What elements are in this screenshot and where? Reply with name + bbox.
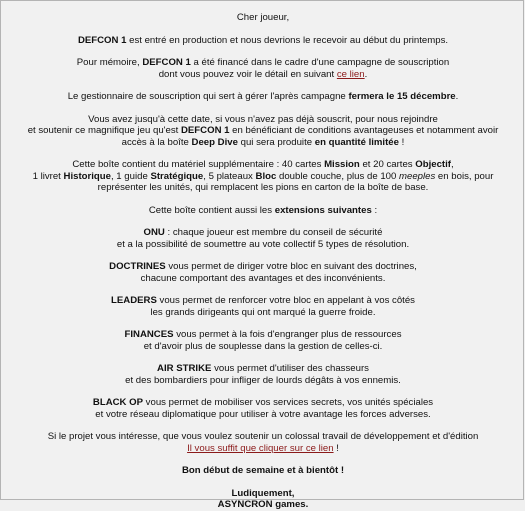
extension-black-op <box>1 397 525 420</box>
objective-cards: Objectif <box>415 159 451 170</box>
funding-text-c: dont vous pouvez voir le détail en suivant <box>158 68 337 80</box>
extensions-heading: extensions suivantes <box>274 204 372 216</box>
bloc-boards: Bloc <box>255 170 277 182</box>
extension-desc-line-2: et d'avoir plus de souplesse dans la gestion de celles-ci. <box>143 340 383 352</box>
closing-date: fermera le 15 décembre <box>348 91 456 102</box>
contents-text-c: , <box>450 159 454 170</box>
extension-finances <box>1 329 525 352</box>
funding-text-b: a été financé dans le cadre d'une campagne de souscription <box>190 57 450 68</box>
extension-doctrines <box>1 261 525 284</box>
funding-text-d: . <box>364 68 368 80</box>
signature <box>1 488 525 511</box>
historique-booklet: Historique <box>63 170 111 182</box>
meeples-word: meeples <box>399 170 436 182</box>
funding-paragraph <box>1 57 525 80</box>
production-paragraph <box>1 35 525 47</box>
extension-name: AIR STRIKE <box>157 363 212 374</box>
closing-line <box>1 465 525 477</box>
extensions-intro <box>1 205 525 217</box>
funding-text-a: Pour mémoire, <box>76 57 143 68</box>
deadline-text-c: accès à la boîte <box>121 136 192 148</box>
extension-name: ONU <box>143 227 165 238</box>
limited-quantity: en quantité limitée <box>314 136 399 148</box>
extension-name: BLACK OP <box>92 397 144 408</box>
deadline-text-e: ! <box>398 136 405 148</box>
contents-line-3: représenter les unités, qui remplacent les pions en carton de la boîte de base. <box>97 182 429 193</box>
greeting: Cher joueur, <box>236 12 290 23</box>
extension-desc: vous permet de diriger votre bloc en suivant des doctrines, <box>165 261 417 272</box>
signature-line-1: Ludiquement, <box>231 487 295 499</box>
mission-cards: Mission <box>324 159 360 170</box>
pledge-text-a: Le gestionnaire de souscription qui sert à gérer l'après campagne <box>67 91 349 102</box>
support-paragraph <box>1 431 525 454</box>
contents-text-g: double couche, plus de 100 <box>276 170 399 182</box>
extension-desc-line-2: les grands dirigeants qui ont marqué la guerre froide. <box>150 306 376 318</box>
extension-name: FINANCES <box>124 329 174 340</box>
game-name: DEFCON 1 <box>142 57 191 68</box>
contents-text-d: 1 livret <box>32 170 64 182</box>
signature-line-2: ASYNCRON games. <box>217 499 309 510</box>
extension-onu <box>1 227 525 250</box>
extension-name: LEADERS <box>111 295 157 306</box>
contents-text-b: et 20 cartes <box>359 159 416 170</box>
extensions-text-a: Cette boîte contient aussi les <box>148 204 275 216</box>
deadline-text-d: qui sera produite <box>237 136 315 148</box>
game-name: DEFCON 1 <box>180 125 230 136</box>
extension-desc: vous permet de renforcer votre bloc en appelant à vos côtés <box>156 295 415 306</box>
extension-desc: : chaque joueur est membre du conseil de sécurité <box>164 227 383 238</box>
production-text: est entré en production et nous devrions le recevoir au début du printemps. <box>126 34 449 46</box>
contents-text-h: en bois, pour <box>435 170 494 182</box>
support-line-1: Si le projet vous intéresse, que vous voulez soutenir un colossal travail de développement et d'édition <box>47 431 479 442</box>
extension-desc: vous permet de mobiliser vos services secrets, vos unités spéciales <box>143 397 434 408</box>
contents-text-e: , 1 guide <box>110 170 151 182</box>
extensions-text-b: : <box>371 204 378 216</box>
deadline-paragraph <box>1 114 525 149</box>
strategique-guide: Stratégique <box>150 170 204 182</box>
extension-desc: vous permet à la fois d'engranger plus de ressources <box>173 329 402 340</box>
pledge-manager-paragraph <box>1 91 525 103</box>
extension-name: DOCTRINES <box>109 261 166 272</box>
game-name: DEFCON 1 <box>77 34 127 46</box>
support-link[interactable]: Il vous suffit que cliquer sur ce lien <box>187 442 334 454</box>
deep-dive-name: Deep Dive <box>191 136 238 148</box>
contents-text-f: , 5 plateaux <box>203 170 256 182</box>
letter-body <box>1 12 525 511</box>
deadline-text-a: et soutenir ce magnifique jeu qu'est <box>27 125 181 136</box>
campaign-details-link[interactable]: ce lien <box>336 68 365 80</box>
extension-desc: vous permet d'utiliser des chasseurs <box>211 363 369 374</box>
extension-desc-line-2: chacune comportant des avantages et des inconvénients. <box>140 272 386 284</box>
extension-air-strike <box>1 363 525 386</box>
closing-text: Bon début de semaine et à bientôt ! <box>181 465 345 476</box>
extension-desc-line-2: et votre réseau diplomatique pour utiliser à votre avantage les forces adverses. <box>95 408 431 420</box>
extension-desc-line-2: et des bombardiers pour infliger de lourds dégâts à vos ennemis. <box>125 374 401 386</box>
contents-text-a: Cette boîte contient du matériel supplémentaire : 40 cartes <box>72 159 325 170</box>
box-contents-paragraph <box>1 159 525 194</box>
pledge-text-b: . <box>455 91 459 102</box>
deadline-line-1: Vous avez jusqu'à cette date, si vous n'avez pas déjà souscrit, pour nous rejoindre <box>88 113 438 125</box>
support-text-a: ! <box>333 442 339 454</box>
extension-leaders <box>1 295 525 318</box>
extension-desc-line-2: et a la possibilité de soumettre au vote collectif 5 types de résolution. <box>116 238 410 250</box>
deadline-text-b: en bénéficiant de conditions avantageuses et notamment avoir <box>229 125 499 136</box>
